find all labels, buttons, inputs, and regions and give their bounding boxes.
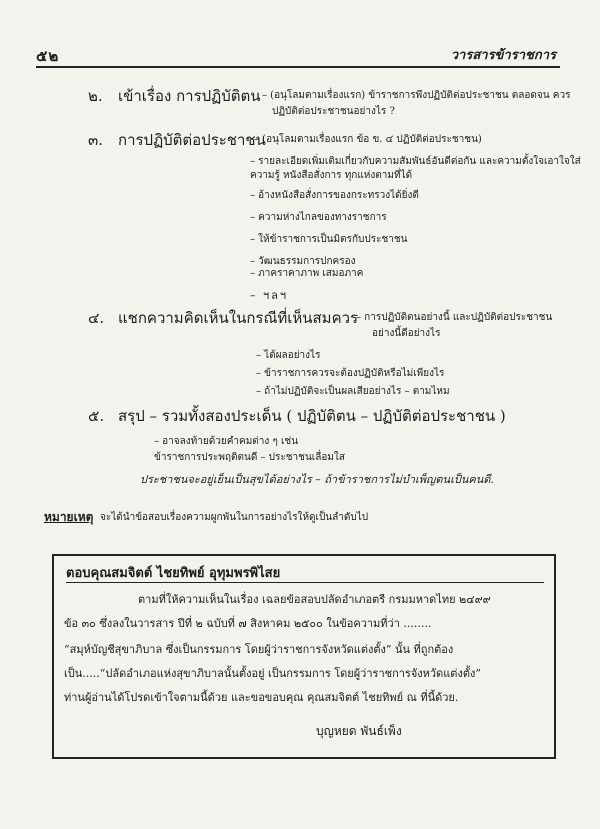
section-title: การปฏิบัติต่อประชาชน: [118, 131, 266, 149]
section-2-heading: [88, 84, 261, 108]
answer-line: ท่านผู้อ่านได้โปรดเข้าใจตามนี้ด้วย และขอขอบคุณ คุณสมจิตต์ ไชยทิพย์ ณ ที่นี้ด้วย.: [64, 691, 459, 704]
closing-statement: ประชาชนจะอยู่เย็นเป็นสุขได้อย่างไร – ถ้าข้าราชการไม่บำเพ็ญตนเป็นคนดี.: [140, 473, 494, 486]
header-rule: [36, 66, 560, 68]
answer-line: เป็น.....“ปลัดอำเภอแห่งสุขาภิบาลนั้นตั้งอยู่ เป็นกรรมการ โดยผู้ว่าราชการจังหวัดแต่งตั้ง”: [64, 667, 481, 680]
section-3-item: – วัฒนธรรมการปกครอง: [250, 256, 356, 267]
section-3-item: – รายละเอียดเพิ่มเติมเกี่ยวกับความสัมพันธ์อันดีต่อกัน และความตั้งใจเอาใจใส่: [250, 156, 581, 167]
note-text: จะได้นำข้อสอบเรื่องความผูกพันในการอย่างไรให้ดูเป็นลำดับไป: [100, 512, 369, 523]
section-4-item: – ได้ผลอย่างไร: [256, 350, 321, 361]
section-number: ๒.: [88, 87, 103, 105]
note-label: หมายเหตุ: [44, 510, 94, 524]
section-4-item: – ข้าราชการควรจะต้องปฏิบัติหรือไม่เพียงไร: [256, 368, 445, 379]
section-number: ๔.: [88, 309, 105, 327]
section-number: ๕.: [88, 407, 105, 425]
answer-box-divider: [66, 582, 544, 583]
signature: บุญหยด พันธ์เพ็ง: [316, 724, 402, 738]
section-3-item: – ให้ข้าราชการเป็นมิตรกับประชาชน: [250, 234, 408, 245]
section-3-item: – ภาคราคาภาพ เสมอภาค: [250, 268, 364, 279]
answer-line: ตามที่ให้ความเห็นในเรื่อง เฉลยข้อสอบปลัดอำเภอตรี กรมมหาดไทย ๒๔๙๙: [138, 593, 491, 606]
section-number: ๓.: [88, 131, 104, 149]
section-5-heading: [88, 404, 506, 428]
section-3-item: – ความห่างไกลของทางราชการ: [250, 212, 387, 223]
section-4-item: – ถ้าไม่ปฏิบัติจะเป็นผลเสียอย่างไร – ตามไหม: [256, 386, 450, 397]
section-4-desc: – การปฏิบัติตนอย่างนี้ และปฏิบัติต่อประชาชน: [356, 312, 553, 323]
page-number: ๕๒: [36, 47, 60, 65]
section-2-desc-cont: ปฏิบัติต่อประชาชนอย่างไร ?: [272, 106, 395, 117]
section-title: สรุป – รวมทั้งสองประเด็น ( ปฏิบัติตน – ปฏิบัติต่อประชาชน ): [118, 407, 506, 425]
answer-line: “สมุห์บัญชีสุขาภิบาล ซึ่งเป็นกรรมการ โดยผู้ว่าราชการจังหวัดแต่งตั้ง” นั้น ที่ถูกต้อง: [64, 643, 454, 656]
answer-box: [52, 554, 556, 759]
journal-title: วารสารข้าราชการ: [450, 48, 556, 63]
section-5-item: ข้าราชการประพฤติตนดี – ประชาชนเลื่อมใส: [154, 452, 345, 463]
section-title: เข้าเรื่อง การปฏิบัติตน: [118, 87, 261, 105]
section-4-desc-cont: อย่างนี้ดีอย่างไร: [372, 328, 441, 339]
section-3-heading: [88, 128, 266, 152]
section-3-etc: – ฯลฯ: [250, 289, 289, 302]
answer-line: ข้อ ๓๐ ซึ่งลงในวารสาร ปีที่ ๒ ฉบับที่ ๗ สิงหาคม ๒๕๐๐ ในข้อความที่ว่า ........: [64, 617, 432, 630]
answer-box-title: ตอบคุณสมจิตต์ ไชยทิพย์ อุทุมพรพิไสย: [66, 566, 281, 581]
section-4-heading: [88, 306, 358, 330]
section-2-desc: – (อนุโลมตามเรื่องแรก) ข้าราชการพึงปฏิบัติต่อประชาชน ตลอดจน ควร: [262, 90, 571, 101]
section-3-item: – อ้างหนังสือสั่งการของกระทรวงได้ยิ่งดี: [250, 190, 419, 201]
section-title: แชกความคิดเห็นในกรณีที่เห็นสมควร: [118, 309, 359, 327]
section-5-item: – อาจลงท้ายด้วยคำคมต่าง ๆ เช่น: [154, 436, 299, 447]
section-3-item: ความรู้ หนังสือสั่งการ ทุกแห่งตามที่ได้: [250, 170, 413, 181]
section-3-desc: – (อนุโลมตามเรื่องแรก ข้อ ข. ๔ ปฏิบัติต่อประชาชน): [254, 134, 482, 145]
